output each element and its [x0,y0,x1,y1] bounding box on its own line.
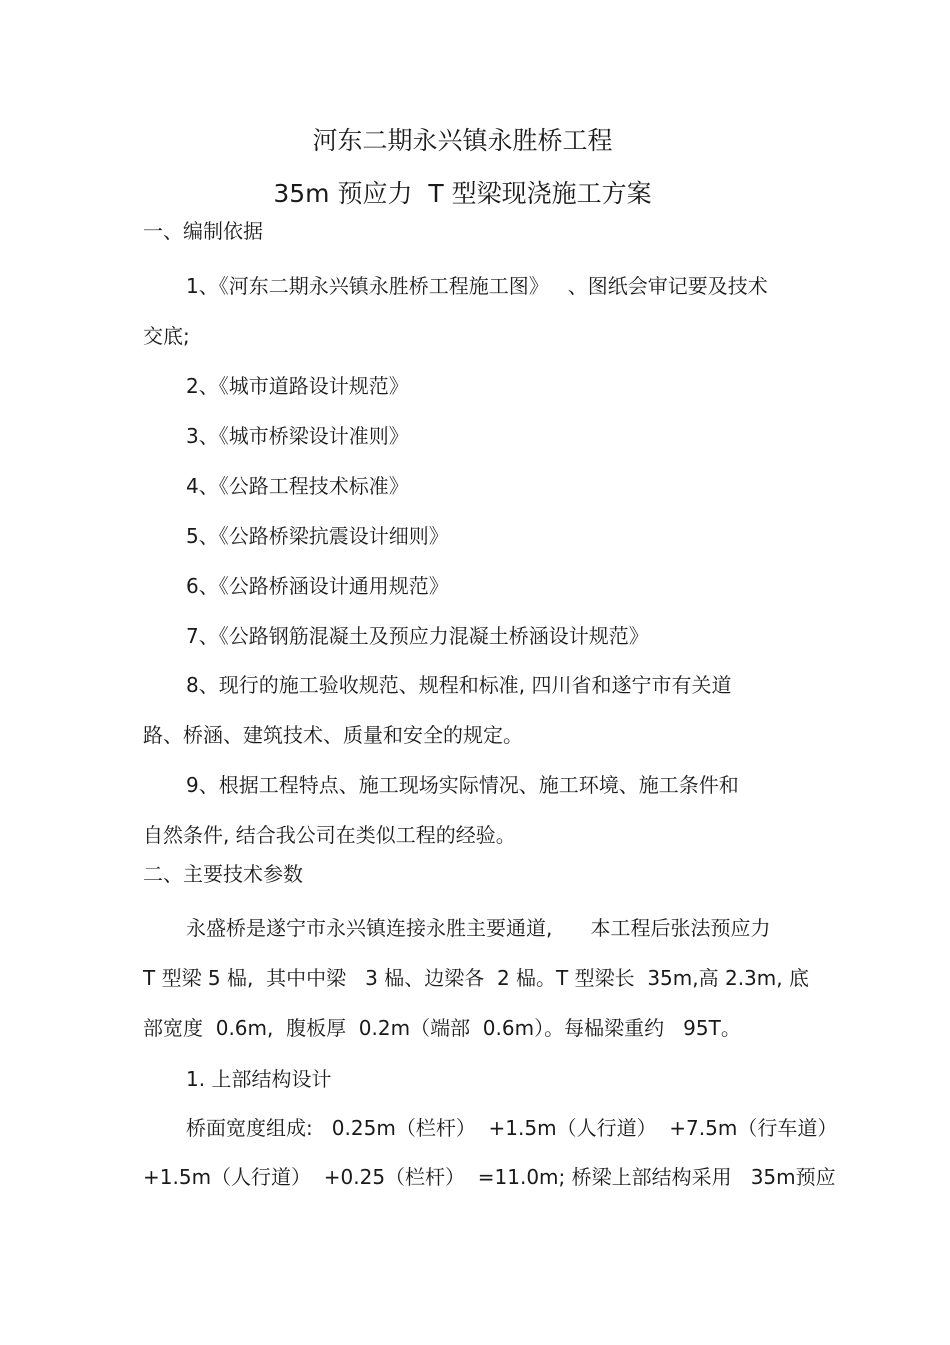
document-subtitle: 35m 预应力 T 型梁现浇施工方案 [273,179,652,208]
parameters-paragraph-line-3: 部宽度 0.6m, 腹板厚 0.2m（端部 0.6m）。每榀梁重约 95T。 [143,1016,741,1040]
parameters-paragraph-line-1: 永盛桥是遂宁市永兴镇连接永胜主要通道, 本工程后张法预应力 [186,916,771,940]
basis-item-8-continued: 路、桥涵、建筑技术、质量和安全的规定。 [143,723,523,747]
basis-item-7: 7、《公路钢筋混凝土及预应力混凝土桥涵设计规范》 [186,624,649,648]
section-heading-basis: 一、编制依据 [143,219,263,243]
basis-item-5: 5、《公路桥梁抗震设计细则》 [186,524,449,548]
basis-item-3: 3、《城市桥梁设计准则》 [186,424,409,448]
basis-item-8: 8、现行的施工验收规范、规程和标准, 四川省和遂宁市有关道 [186,673,732,697]
basis-item-1: 1、《河东二期永兴镇永胜桥工程施工图》 、图纸会审记要及技术 [186,274,768,298]
basis-item-2: 2、《城市道路设计规范》 [186,374,409,398]
document-title: 河东二期永兴镇永胜桥工程 [312,126,613,155]
superstructure-paragraph-line-1: 桥面宽度组成: 0.25m（栏杆） +1.5m（人行道） +7.5m（行车道） [186,1116,838,1140]
basis-item-9-continued: 自然条件, 结合我公司在类似工程的经验。 [143,823,516,847]
basis-item-4: 4、《公路工程技术标准》 [186,474,409,498]
basis-item-6: 6、《公路桥涵设计通用规范》 [186,574,449,598]
section-heading-parameters: 二、主要技术参数 [143,862,303,886]
superstructure-paragraph-line-2: +1.5m（人行道） +0.25（栏杆） =11.0m; 桥梁上部结构采用 35m预应 [143,1165,836,1189]
basis-item-9: 9、根据工程特点、施工现场实际情况、施工环境、施工条件和 [186,773,739,797]
parameters-paragraph-line-2: T 型梁 5 榀, 其中中梁 3 榀、边梁各 2 榀。T 型梁长 35m,高 2.3m, 底 [143,966,809,990]
subsection-heading-superstructure: 1. 上部结构设计 [186,1067,332,1091]
basis-item-1-continued: 交底; [143,324,190,348]
